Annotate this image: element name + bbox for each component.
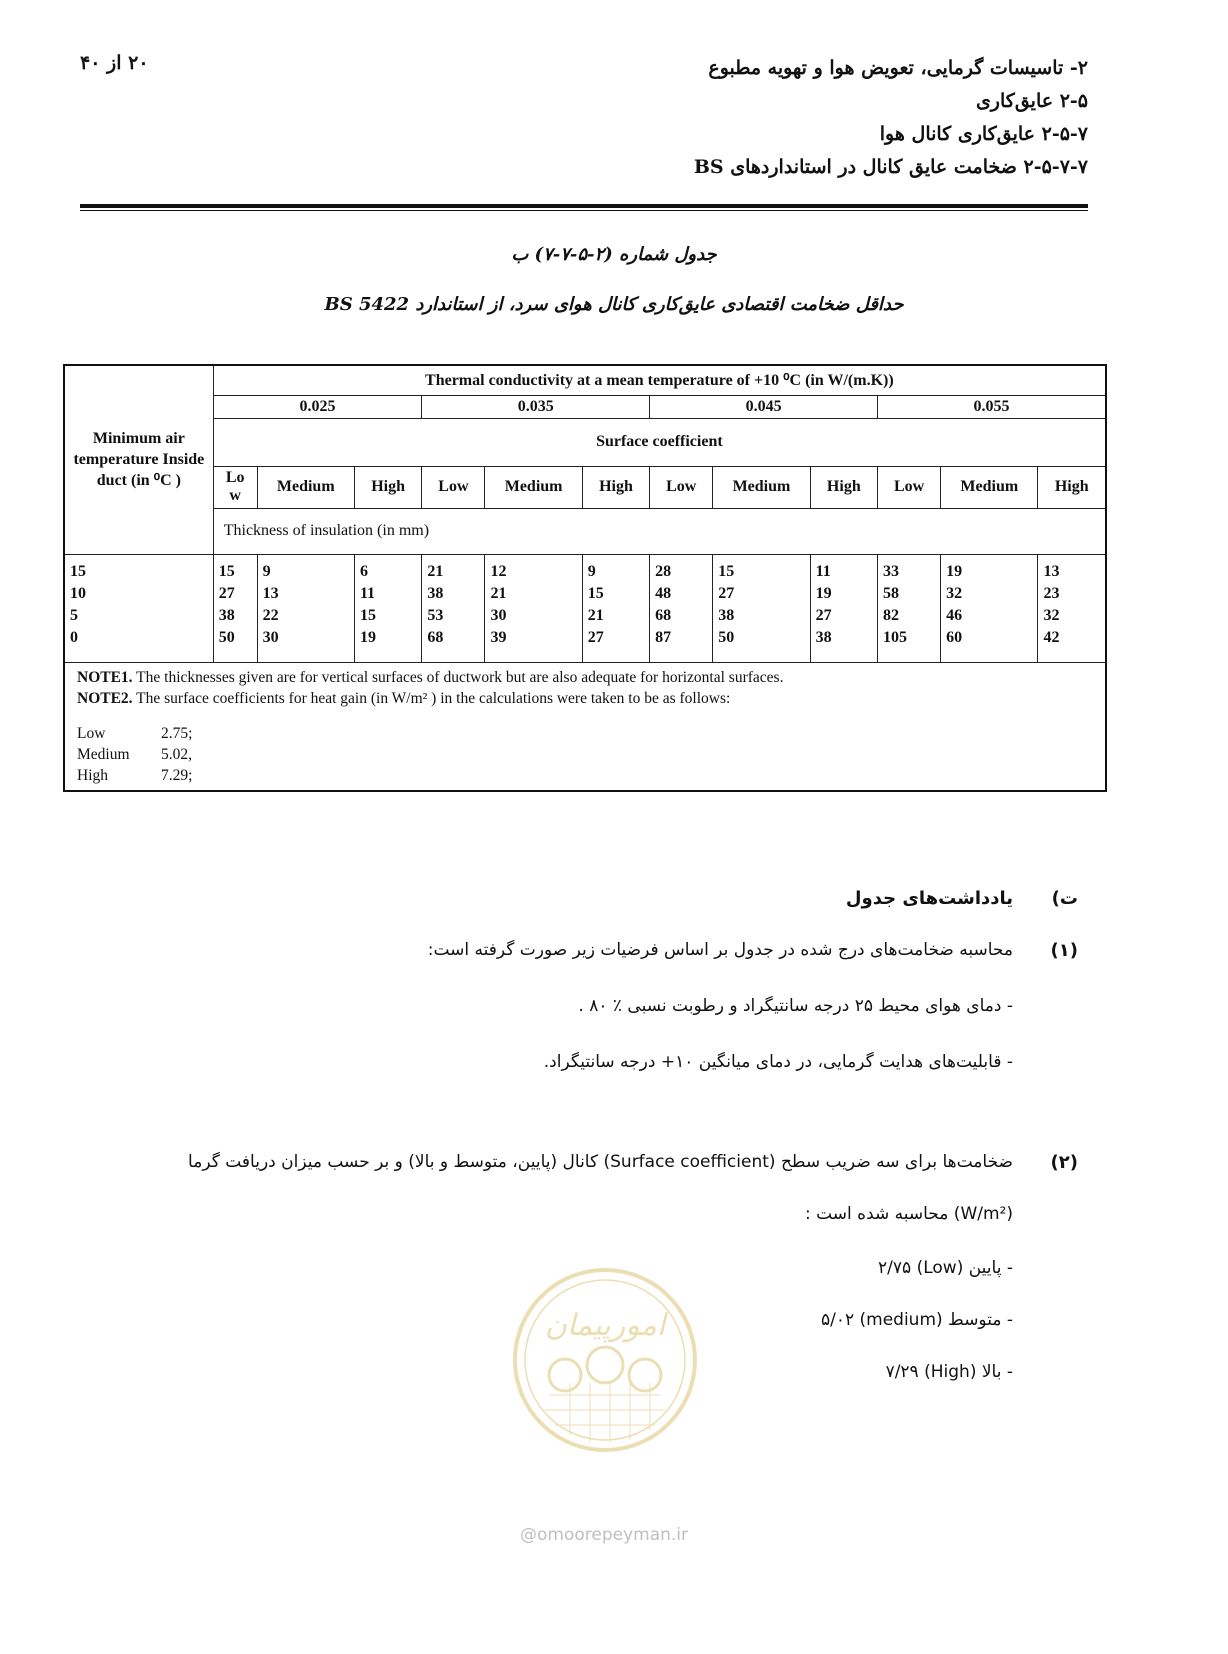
note-2-low: - پایین (Low) ۲/۷۵ — [878, 1258, 1013, 1278]
level-header: Lo w — [213, 466, 257, 508]
table-notes — [64, 662, 1106, 791]
header-line-2: ۲-۵ عایق‌کاری — [975, 90, 1088, 112]
conductivity-value: 0.045 — [650, 395, 878, 418]
note-1-item-b: - قابلیت‌های هدایت گرمایی، در دمای میانگین ۱۰+ درجه سانتیگراد. — [543, 1052, 1013, 1072]
level-header: High — [810, 466, 877, 508]
conductivity-value: 0.025 — [213, 395, 422, 418]
level-header: Medium — [257, 466, 354, 508]
header-line-3: ۲-۵-۷ عایق‌کاری کانال هوا — [879, 123, 1088, 145]
conductivity-value: 0.055 — [878, 395, 1106, 418]
thickness-header: Thickness of insulation (in mm) — [213, 508, 1106, 554]
level-header: High — [582, 466, 649, 508]
thickness-column: 12 21 30 39 — [485, 554, 582, 662]
table-number: جدول شماره (۲-۵-۷-۷) ب — [511, 244, 717, 265]
level-header: Medium — [713, 466, 810, 508]
note-2-text-cont: (W/m²) محاسبه شده است : — [804, 1204, 1013, 1224]
note-2-text: ضخامت‌ها برای سه ضریب سطح (Surface coefficient) کانال (پایین، متوسط و بالا) و بر حسب میزان دریافت گرما — [188, 1152, 1013, 1172]
watermark-site: @omoorepeyman.ir — [520, 1525, 689, 1545]
insulation-thickness-table — [63, 364, 1107, 792]
level-header: High — [354, 466, 421, 508]
level-header: Medium — [941, 466, 1038, 508]
conductivity-value: 0.035 — [422, 395, 650, 418]
conductivity-header: Thermal conductivity at a mean temperature of +10 ⁰C (in W/(m.K)) — [213, 365, 1106, 395]
note-2-high: - بالا (High) ۷/۲۹ — [885, 1362, 1013, 1382]
notes-letter: ت) — [1051, 888, 1078, 909]
note-2: NOTE2. The surface coefficients for heat gain (in W/m² ) in the calculations were taken to be as follows: — [77, 689, 731, 707]
level-header: Low — [422, 466, 485, 508]
coefficient-medium: Medium 5.02, — [77, 745, 192, 763]
watermark-logo-text: امورپیمان — [544, 1308, 666, 1343]
surface-coefficient-header: Surface coefficient — [213, 418, 1106, 466]
thickness-column: 33 58 82 105 — [878, 554, 941, 662]
thickness-column: 9 15 21 27 — [582, 554, 649, 662]
note-number-1: (۱) — [1050, 940, 1078, 961]
watermark-logo — [510, 1265, 700, 1455]
thickness-column: 15 27 38 50 — [213, 554, 257, 662]
thickness-column: 21 38 53 68 — [422, 554, 485, 662]
notes-title: یادداشت‌های جدول — [845, 888, 1013, 909]
thickness-column: 19 32 46 60 — [941, 554, 1038, 662]
page-header — [80, 52, 1088, 184]
note-2-medium: - متوسط (medium) ۵/۰۲ — [820, 1310, 1013, 1330]
level-header: Low — [878, 466, 941, 508]
thickness-column: 6 11 15 19 — [354, 554, 421, 662]
header-rule-thin — [80, 210, 1088, 211]
thickness-column: 9 13 22 30 — [257, 554, 354, 662]
note-1-item-a: - دمای هوای محیط ۲۵ درجه سانتیگراد و رطوبت نسبی ٪ ۸۰ . — [578, 996, 1013, 1016]
header-line-1: ۲- تاسیسات گرمایی، تعویض هوا و تهویه مطبوع — [708, 57, 1088, 79]
row-header: Minimum air temperature Inside duct (in ⁰C ) — [64, 365, 213, 554]
header-line-4: ۲-۵-۷-۷ ضخامت عایق کانال در استانداردهای BS — [693, 156, 1088, 178]
level-header: Low — [650, 466, 713, 508]
note-1-text: محاسبه ضخامت‌های درج شده در جدول بر اساس فرضیات زیر صورت گرفته است: — [427, 940, 1013, 960]
note-number-2: (۲) — [1050, 1152, 1078, 1173]
thickness-column: 11 19 27 38 — [810, 554, 877, 662]
temperature-values: 15 10 5 0 — [64, 554, 213, 662]
header-rule-thick — [80, 204, 1088, 208]
coefficient-high: High 7.29; — [77, 766, 193, 784]
note-1: NOTE1. The thicknesses given are for vertical surfaces of ductwork but are also adequate for horizontal surfaces. — [77, 668, 784, 686]
page-number: ۲۰ از ۴۰ — [80, 52, 149, 74]
thickness-column: 15 27 38 50 — [713, 554, 810, 662]
level-header: Medium — [485, 466, 582, 508]
table-title: حداقل ضخامت اقتصادی عایق‌کاری کانال هوای سرد، از استاندارد BS 5422 — [324, 294, 904, 315]
thickness-column: 28 48 68 87 — [650, 554, 713, 662]
level-header: High — [1038, 466, 1106, 508]
coefficient-low: Low 2.75; — [77, 724, 193, 742]
thickness-column: 13 23 32 42 — [1038, 554, 1106, 662]
